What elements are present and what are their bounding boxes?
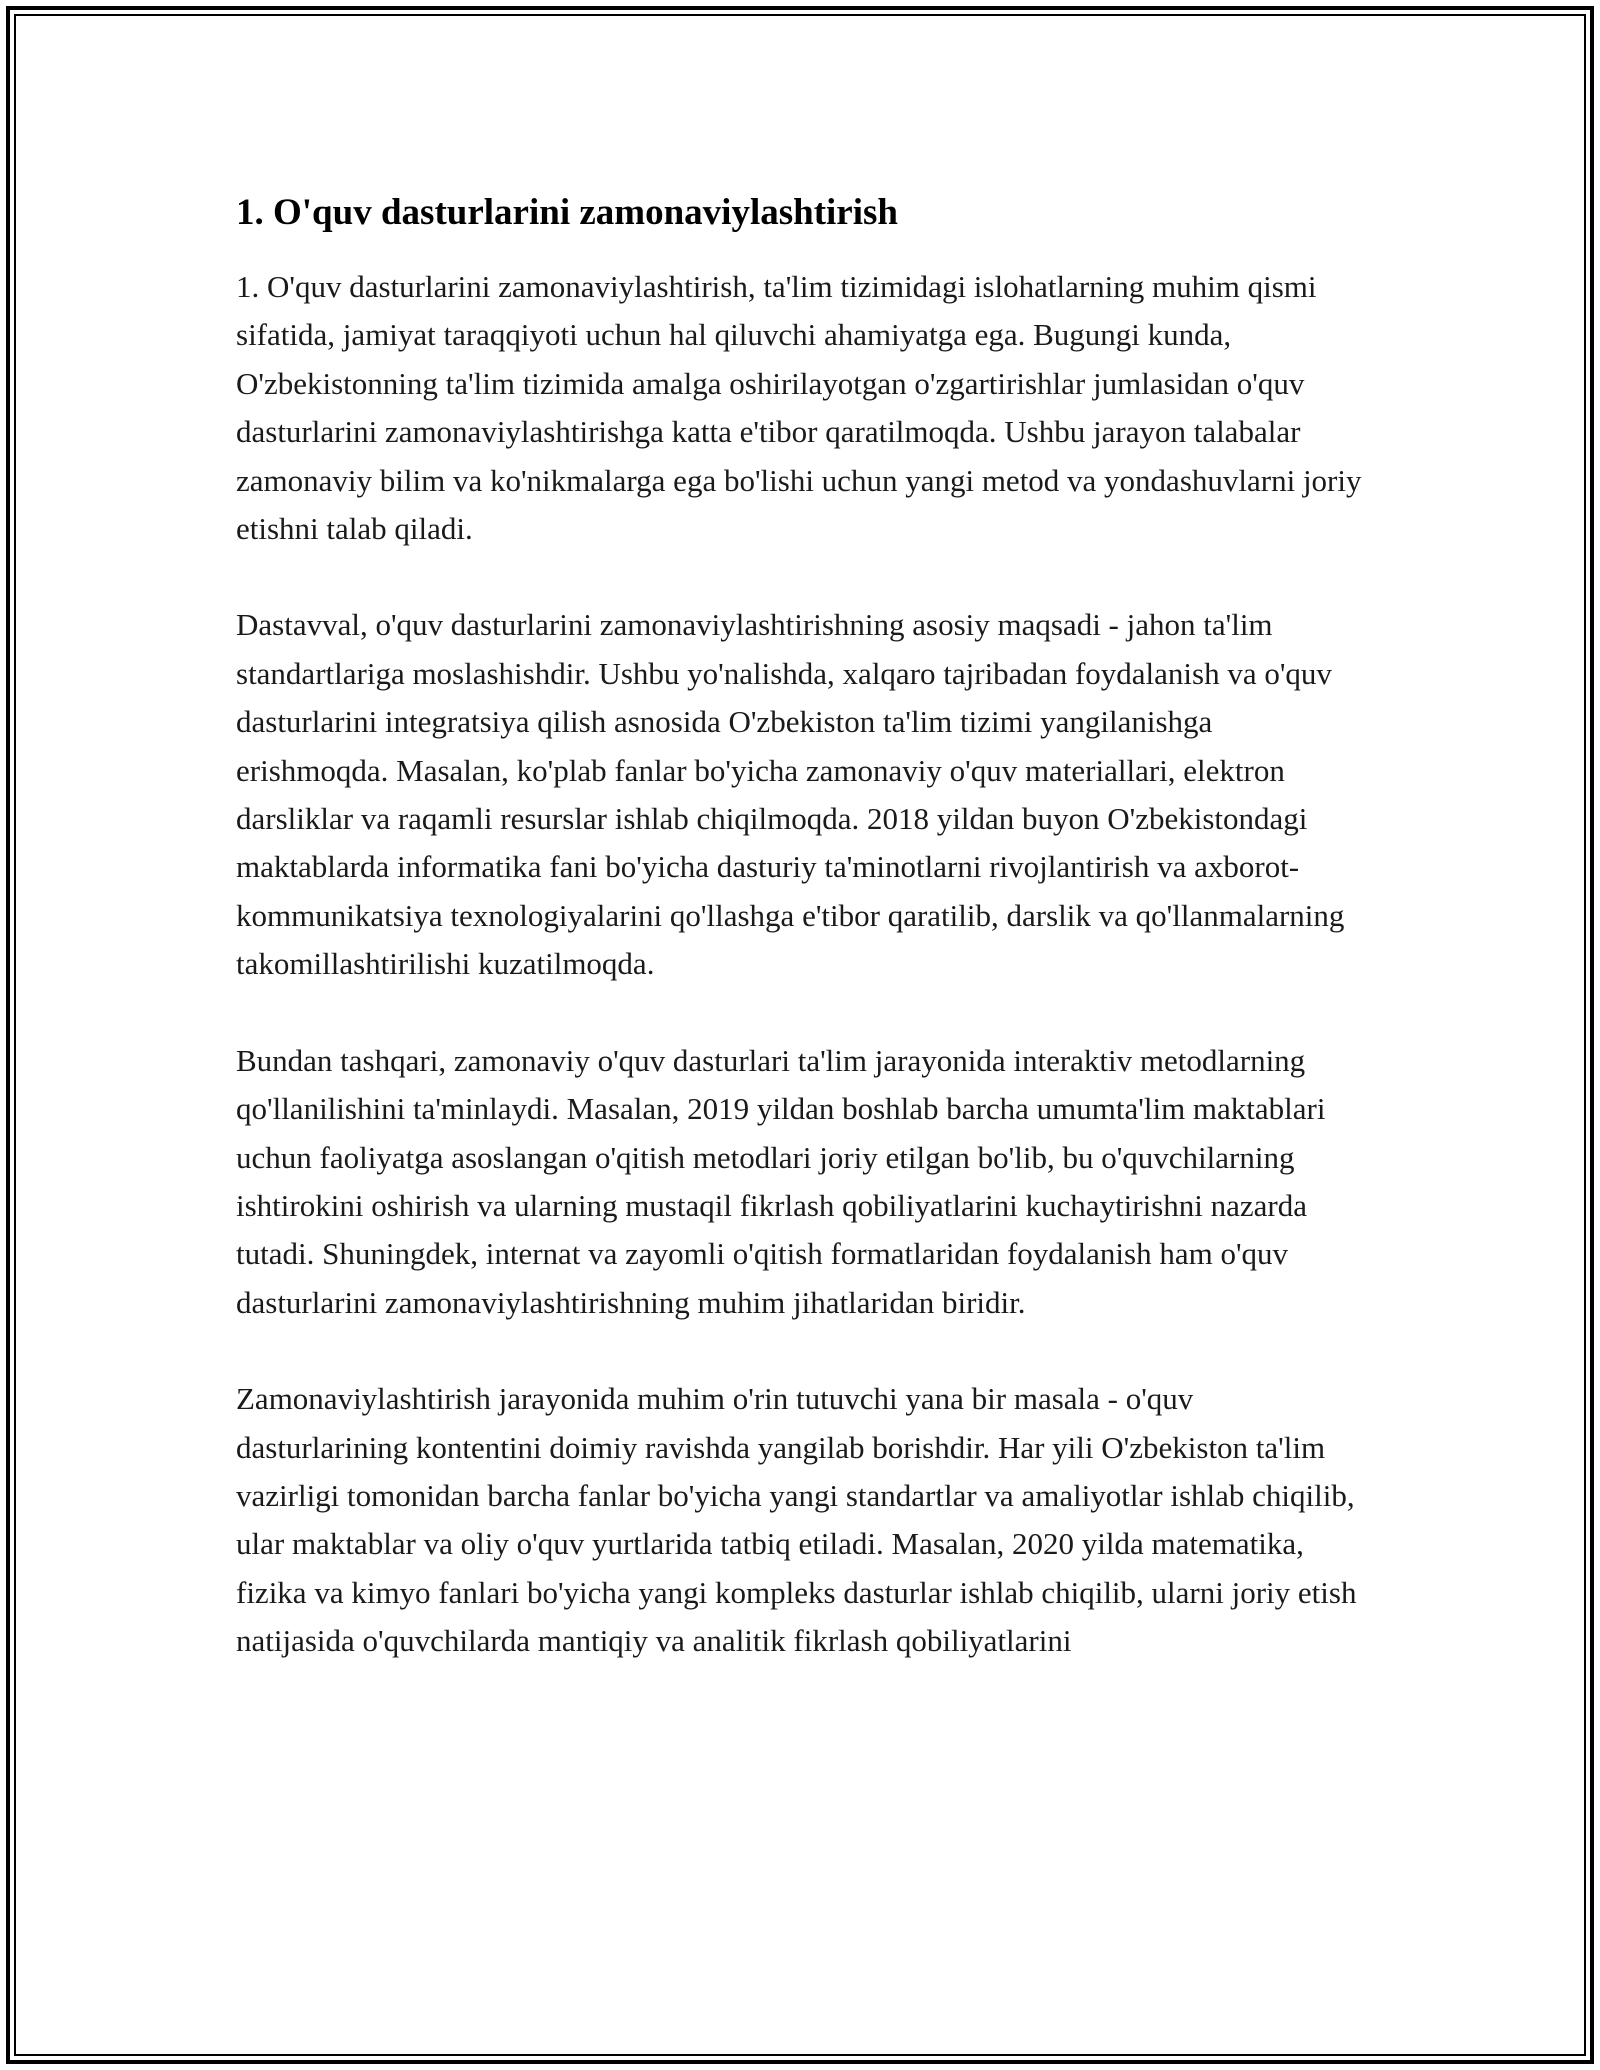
paragraph-4: Zamonaviylashtirish jarayonida muhim o'rin tutuvchi yana bir masala - o'quv dasturlarining kontentini doimiy ravishda yangilab borishdir. Har yili O'zbekiston ta'lim vazirligi tomonidan barcha fanlar bo'yicha yangi standartlar va amaliyotlar ishlab chiqilib, ular maktablar va oliy o'quv yurtlarida tatbiq etiladi. Masalan, 2020 yilda matematika, fizika va kimyo fanlari bo'yicha yangi kompleks dasturlar ishlab chiqilib, ularni joriy etish natijasida o'quvchilarda mantiqiy va analitik fikrlash qobiliyatlarini	[236, 1381, 1357, 1659]
document-body	[236, 185, 1366, 1714]
page-title: 1. O'quv dasturlarini zamonaviylashtirish	[236, 192, 898, 233]
paragraph-3: Bundan tashqari, zamonaviy o'quv dasturlari ta'lim jarayonida interaktiv metodlarning qo'llanilishini ta'minlaydi. Masalan, 2019 yildan boshlab barcha umumta'lim maktablari uchun faoliyatga asoslangan o'qitish metodlari joriy etilgan bo'lib, bu o'quvchilarning ishtirokini oshirish va ularning mustaqil fikrlash qobiliyatlarini kuchaytirishni nazarda tutadi. Shuningdek, internat va zayomli o'qitish formatlaridan foydalanish ham o'quv dasturlarini zamonaviylashtirishning muhim jihatlaridan biridir.	[236, 1042, 1326, 1320]
paragraph-1: 1. O'quv dasturlarini zamonaviylashtirish, ta'lim tizimidagi islohatlarning muhim qismi sifatida, jamiyat taraqqiyoti uchun hal qiluvchi ahamiyatga ega. Bugungi kunda, O'zbekistonning ta'lim tizimida amalga oshirilayotgan o'zgartirishlar jumlasidan o'quv dasturlarini zamonaviylashtirishga katta e'tibor qaratilmoqda. Ushbu jarayon talabalar zamonaviy bilim va ko'nikmalarga ega bo'lishi uchun yangi metod va yondashuvlarni joriy etishni talab qiladi.	[236, 269, 1362, 547]
paragraph-2: Dastavval, o'quv dasturlarini zamonaviylashtirishning asosiy maqsadi - jahon ta'lim standartlariga moslashishdir. Ushbu yo'nalishda, xalqaro tajribadan foydalanish va o'quv dasturlarini integratsiya qilish asnosida O'zbekiston ta'lim tizimi yangilanishga erishmoqda. Masalan, ko'plab fanlar bo'yicha zamonaviy o'quv materiallari, elektron darsliklar va raqamli resurslar ishlab chiqilmoqda. 2018 yildan buyon O'zbekistondagi maktablarda informatika fani bo'yicha dasturiy ta'minotlarni rivojlantirish va axborot-kommunikatsiya texnologiyalarini qo'llashga e'tibor qaratilib, darslik va qo'llanmalarning takomillashtirilishi kuzatilmoqda.	[236, 607, 1345, 982]
